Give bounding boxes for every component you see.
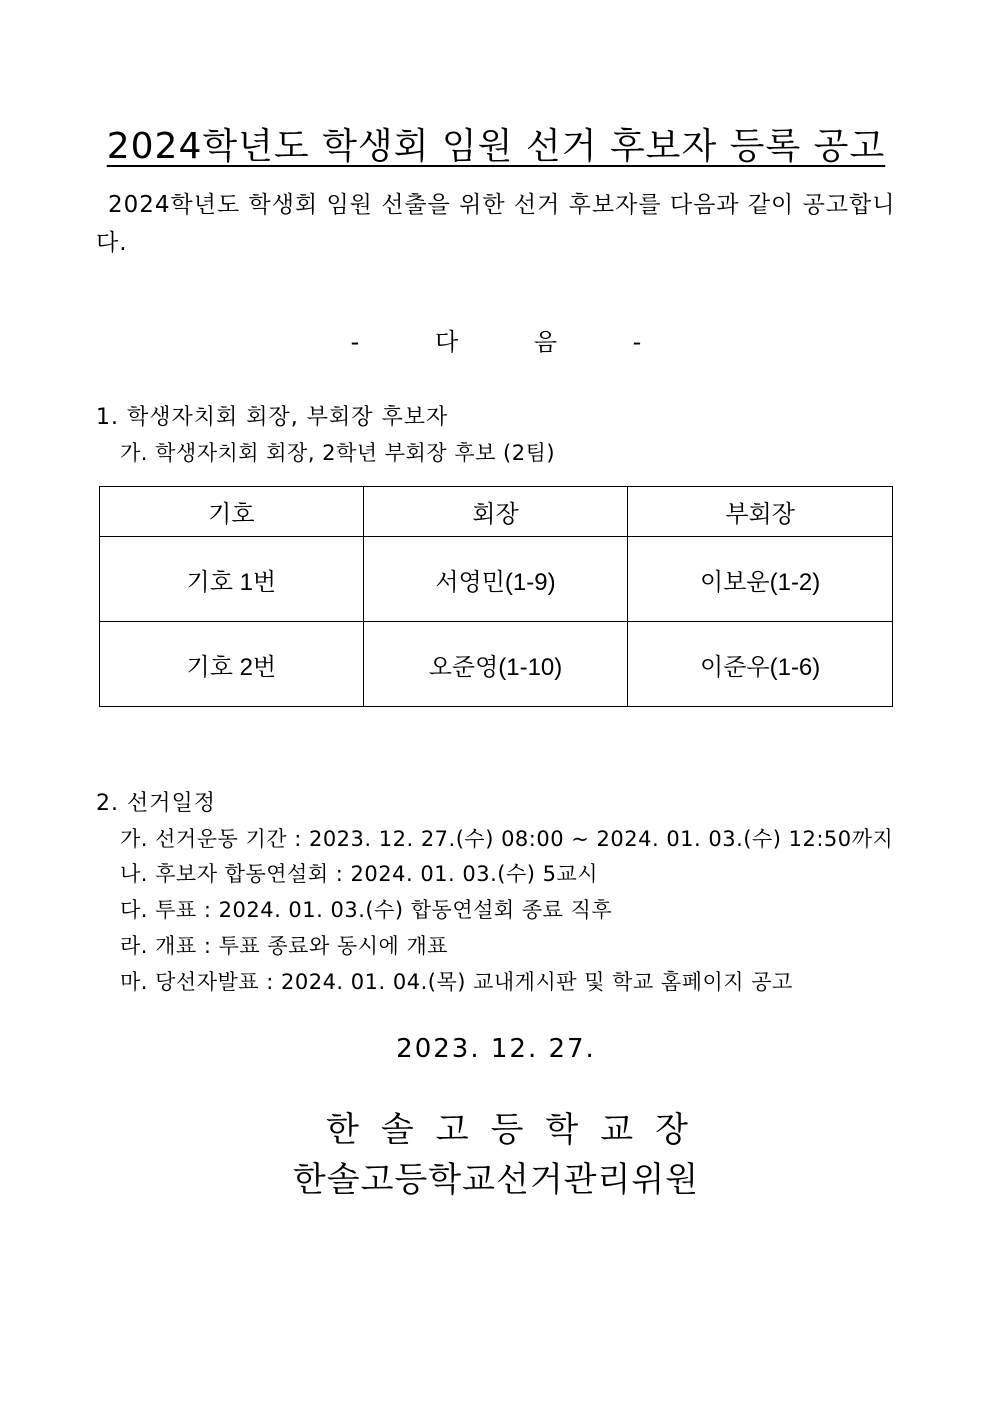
candidate-table <box>99 486 893 707</box>
table-cell: 기호 1번 <box>100 537 364 622</box>
table-row <box>100 622 893 707</box>
table-cell: 이보운(1-2) <box>628 537 893 622</box>
document-title: 2024학년도 학생회 임원 선거 후보자 등록 공고 <box>106 126 886 167</box>
table-header-cell: 부회장 <box>628 487 893 537</box>
table-cell: 이준우(1-6) <box>628 622 893 707</box>
section2-heading: 2. 선거일정 <box>96 791 216 816</box>
daeum-char-2: 음 <box>533 328 557 356</box>
table-row <box>100 537 893 622</box>
daeum-char-1: 다 <box>434 328 459 356</box>
schedule-item: 라. 개표 : 투표 종료와 동시에 개표 <box>120 934 449 958</box>
schedule-item: 나. 후보자 합동연설회 : 2024. 01. 03.(수) 5교시 <box>120 862 599 886</box>
table-header-cell: 기호 <box>100 487 364 537</box>
table-header-row <box>100 487 893 537</box>
schedule-item: 가. 선거운동 기간 : 2023. 12. 27.(수) 08:00 ~ 2024. 01. 03.(수) 12:50까지 <box>120 827 894 851</box>
notice-date: 2023. 12. 27. <box>396 1034 596 1064</box>
schedule-item: 마. 당선자발표 : 2024. 01. 04.(목) 교내게시판 및 학교 홈페이지 공고 <box>120 970 793 994</box>
table-header-cell: 회장 <box>363 487 628 537</box>
daeum-heading <box>0 322 992 357</box>
signature-committee: 한솔고등학교선거관리위원 <box>292 1160 700 1200</box>
table-cell: 서영민(1-9) <box>363 537 628 622</box>
schedule-item: 다. 투표 : 2024. 01. 03.(수) 합동연설회 종료 직후 <box>120 898 613 922</box>
section1-heading: 1. 학생자치회 회장, 부회장 후보자 <box>96 405 449 430</box>
table-cell: 오준영(1-10) <box>363 622 628 707</box>
signature-principal: 한솔고등학교장 <box>326 1110 710 1150</box>
table-cell: 기호 2번 <box>100 622 364 707</box>
daeum-dash-right: - <box>632 328 642 356</box>
daeum-dash-left: - <box>350 328 360 356</box>
section1-subheading: 가. 학생자치회 회장, 2학년 부회장 후보 (2팀) <box>120 441 556 465</box>
intro-paragraph: 2024학년도 학생회 임원 선출을 위한 선거 후보자를 다음과 같이 공고합니다. <box>96 192 896 256</box>
